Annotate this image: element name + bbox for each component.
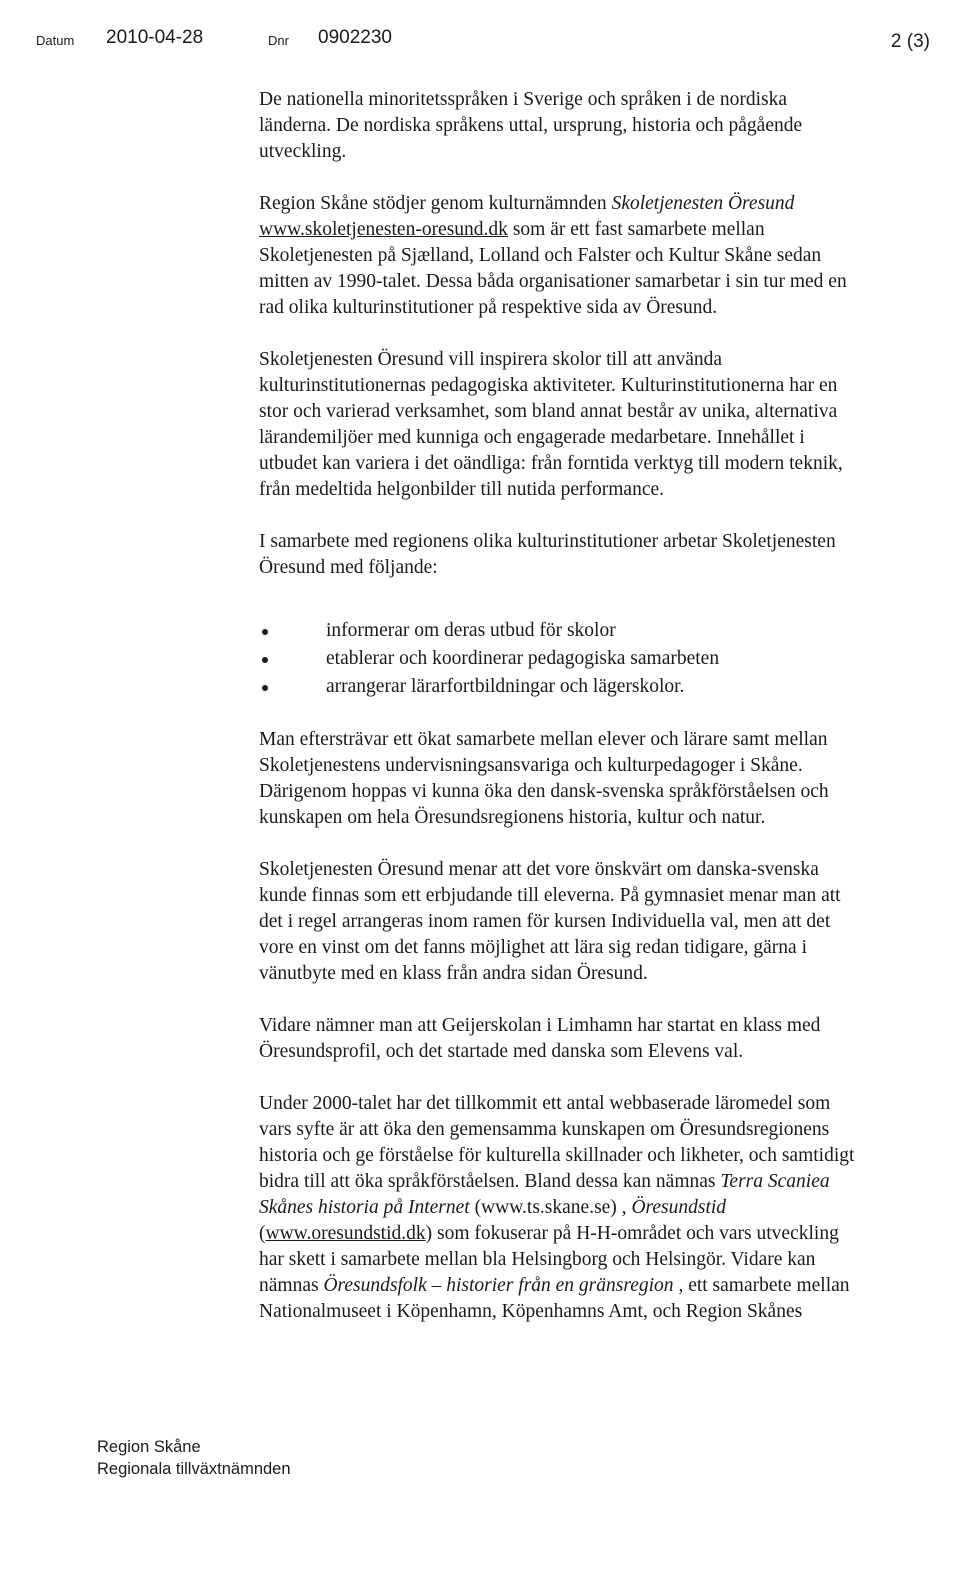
oresundsfolk-title: Öresundsfolk – historier från en gränsregion [323, 1275, 674, 1296]
paragraph-goal [259, 727, 949, 831]
paragraph-teaching-materials [259, 1091, 949, 1325]
text-run: som är ett fast samarbete mellan [507, 219, 765, 240]
oresundstid-link[interactable]: www.oresundstid.dk [265, 1223, 426, 1244]
text-line: Öresund med följande: [259, 557, 438, 578]
text-line: länderna. De nordiska språkens uttal, ursprung, historia och pågående [259, 115, 803, 136]
skoletjenesten-name: Skoletjenesten Öresund [611, 193, 795, 214]
text-line: De nationella minoritetsspråken i Sverige och språken i de nordiska [259, 89, 787, 110]
text-line: Nationalmuseet i Köpenhamn, Köpenhamns Amt, och Region Skånes [259, 1301, 803, 1322]
text-line: mitten av 1990-talet. Dessa båda organisationer samarbetar i sin tur med en [259, 271, 847, 292]
activity-list [259, 617, 949, 701]
text-run: Region Skåne stödjer genom kulturnämnden [259, 193, 612, 214]
text-line: Skoletjenestens undervisningsansvariga och kulturpedagoger i Skåne. [259, 755, 803, 776]
text-line: Därigenom hoppas vi kunna öka den dansk-svenska språkförståelsen och [259, 781, 829, 802]
text-line: Öresundsprofil, och det startade med danska som Elevens val. [259, 1041, 744, 1062]
date-label: Datum [36, 33, 75, 48]
text-line [259, 1273, 949, 1299]
text-line: lärandemiljöer med kunniga och engagerade medarbetare. Innehållet i [259, 427, 805, 448]
skanes-historia-title: Skånes historia på Internet [259, 1197, 470, 1218]
text-line: vänutbyte med en klass från andra sidan Öresund. [259, 963, 648, 984]
dnr-label: Dnr [268, 33, 289, 48]
text-line [259, 1195, 949, 1221]
page-header [36, 27, 930, 57]
text-line: vore en vinst om det fanns möjlighet att lära sig redan tidigare, gärna i [259, 937, 807, 958]
text-line: Vidare nämner man att Geijerskolan i Limhamn har startat en klass med [259, 1015, 821, 1036]
terra-scaniea-title: Terra Scaniea [720, 1171, 830, 1192]
text-line: Under 2000-talet har det tillkommit ett antal webbaserade läromedel som [259, 1093, 831, 1114]
paragraph-cooperation [259, 529, 949, 581]
text-line: kunde finnas som ett erbjudande till eleverna. På gymnasiet menar man att [259, 885, 841, 906]
text-line: I samarbete med regionens olika kulturinstitutioner arbetar Skoletjenesten [259, 531, 836, 552]
document-body [259, 87, 949, 1351]
text-line: utveckling. [259, 141, 347, 162]
text-line: det i regel arrangeras inom ramen för kursen Individuella val, men att det [259, 911, 831, 932]
text-run: , ett samarbete mellan [673, 1275, 850, 1296]
page-number: 2 (3) [890, 31, 930, 52]
text-line: kulturinstitutionernas pedagogiska aktiviteter. Kulturinstitutionerna har en [259, 375, 838, 396]
paragraph-region-skane [259, 191, 949, 321]
text-run: ) som fokuserar på H-H-området och vars utveckling [425, 1223, 839, 1244]
paragraph-languages [259, 87, 949, 165]
text-run: nämnas [259, 1275, 324, 1296]
text-run: ( [259, 1223, 266, 1244]
text-line [259, 1221, 949, 1247]
list-item: arrangerar lärarfortbildningar och lägerskolor. [259, 673, 949, 701]
skoletjenesten-link[interactable]: www.skoletjenesten-oresund.dk [259, 219, 508, 240]
paragraph-geijerskolan [259, 1013, 949, 1065]
page-footer [97, 1436, 291, 1480]
dnr-value: 0902230 [318, 27, 392, 48]
footer-department: Regionala tillväxtnämnden [97, 1460, 291, 1478]
text-line: Skoletjenesten Öresund vill inspirera skolor till att använda [259, 349, 723, 370]
list-item: etablerar och koordinerar pedagogiska samarbeten [259, 645, 949, 673]
paragraph-inspire [259, 347, 949, 503]
list-item: informerar om deras utbud för skolor [259, 617, 949, 645]
text-line: Man eftersträvar ett ökat samarbete mellan elever och lärare samt mellan [259, 729, 828, 750]
text-line: utbudet kan variera i det oändliga: från forntida verktyg till modern teknik, [259, 453, 843, 474]
text-line: från medeltida helgonbilder till nutida performance. [259, 479, 665, 500]
text-line: kunskapen om hela Öresundsregionens historia, kultur och natur. [259, 807, 766, 828]
text-line: rad olika kulturinstitutioner på respektive sida av Öresund. [259, 297, 718, 318]
text-line: har skett i samarbete mellan bla Helsingborg och Helsingör. Vidare kan [259, 1249, 816, 1270]
text-line: Skoletjenesten på Sjælland, Lolland och Falster och Kultur Skåne sedan [259, 245, 822, 266]
text-line: vars syfte är att öka den gemensamma kunskapen om Öresundsregionens [259, 1119, 830, 1140]
text-run: bidra till att öka språkförståelsen. Bland dessa kan nämnas [259, 1171, 721, 1192]
text-line [259, 1169, 949, 1195]
text-line: stor och varierad verksamhet, som bland annat består av unika, alternativa [259, 401, 838, 422]
oresundstid-title: Öresundstid [631, 1197, 727, 1218]
footer-organization: Region Skåne [97, 1438, 201, 1456]
text-line [259, 191, 949, 217]
text-run: (www.ts.skane.se) , [469, 1197, 632, 1218]
text-line: historia och ge förståelse för kulturella skillnader och likheter, och samtidigt [259, 1145, 855, 1166]
date-value: 2010-04-28 [106, 27, 204, 48]
paragraph-danish-swedish [259, 857, 949, 987]
text-line: Skoletjenesten Öresund menar att det vore önskvärt om danska-svenska [259, 859, 819, 880]
text-line [259, 217, 949, 243]
